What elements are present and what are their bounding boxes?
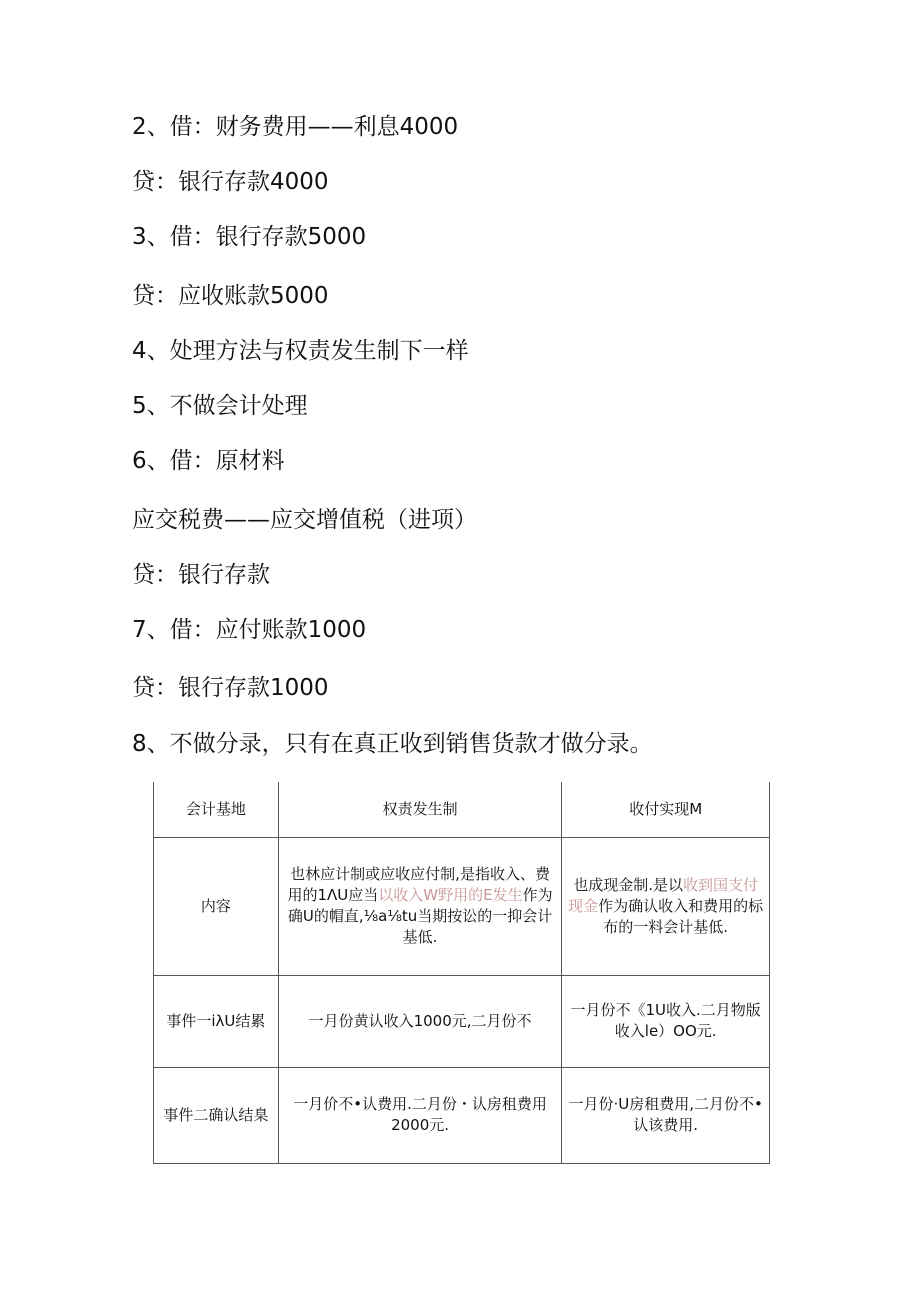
entry-line: 5、不做会计处理	[132, 393, 308, 419]
entry-line: 应交税费——应交增值税（进项）	[132, 507, 477, 533]
cash-definition-text: 作为确认收入和费用的标布的一料会计基低.	[598, 896, 764, 936]
entry-line: 贷：银行存款	[132, 562, 270, 588]
entry-line: 贷：银行存款4000	[132, 169, 329, 195]
accrual-event-2: 一月价不•认费用.二月份・认房租费用2000元.	[278, 1067, 562, 1163]
entry-line: 7、借：应付账款1000	[132, 617, 367, 643]
cash-definition-text: 也成现金制.是以	[573, 875, 684, 894]
accrual-event-1: 一月份黄认收入1000元,二月份不	[278, 975, 562, 1067]
row-label: 事件一iλU结累	[154, 975, 279, 1067]
header-basis: 会计基地	[154, 782, 279, 837]
cash-definition-cell	[562, 837, 770, 975]
table-header-row	[154, 782, 770, 837]
header-accrual: 权责发生制	[278, 782, 562, 837]
accrual-definition-text: 作为确U的帽直,⅛a⅛tu当期按讼的一抑会计基低.	[287, 886, 553, 946]
accrual-definition-text: 也林应计制或应收应付制,是指收入、费用的1ΛU应当	[287, 865, 550, 904]
table-row-event-2	[154, 1067, 770, 1163]
table-row-content	[154, 837, 770, 975]
entry-line: 贷：应收账款5000	[132, 283, 329, 309]
cash-event-1: 一月份不《1U收入.二月物版收入le）OO元.	[562, 975, 770, 1067]
entry-line: 8、不做分录，只有在真正收到销售货款才做分录。	[132, 731, 653, 757]
accrual-definition-cell	[278, 837, 562, 975]
entry-line: 4、处理方法与权责发生制下一样	[132, 338, 469, 364]
row-label: 事件二确认结臬	[154, 1067, 279, 1163]
entry-line: 2、借：财务费用——利息4000	[132, 114, 459, 140]
header-cash: 收付实现M	[562, 782, 770, 837]
entry-line: 贷：银行存款1000	[132, 675, 329, 701]
entry-line: 3、借：银行存款5000	[132, 224, 367, 250]
comparison-table	[153, 782, 770, 1164]
accrual-definition-highlight: 以收入W野用的E发生	[378, 886, 523, 904]
cash-event-2: 一月份·U房租费用,二月份不•认该费用.	[562, 1067, 770, 1163]
entry-line: 6、借：原材料	[132, 448, 285, 474]
cash-definition-highlight: 收到国支付现金	[568, 875, 759, 915]
row-label: 内容	[154, 837, 279, 975]
table-row-event-1	[154, 975, 770, 1067]
